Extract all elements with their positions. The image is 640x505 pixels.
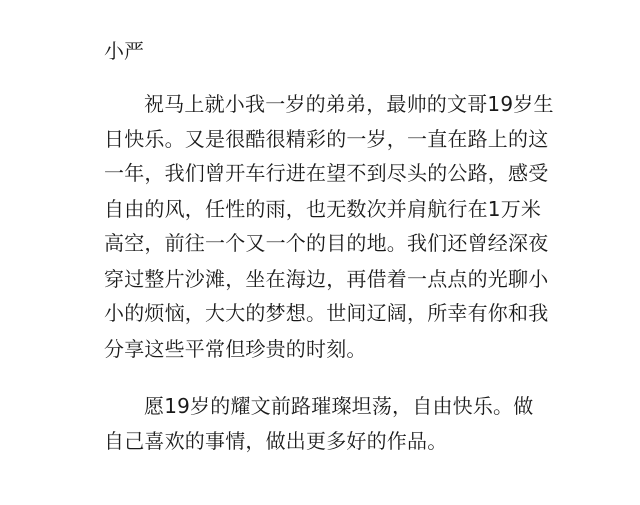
paragraph-line: 自己喜欢的事情，做出更多好的作品。 [104,429,448,453]
paragraph-line: 愿19岁的耀文前路璀璨坦荡，自由快乐。做 [144,394,534,418]
paragraph-line: 穿过整片沙滩，坐在海边，再借着一点点的光聊小 [104,267,549,291]
greeting-heading: 小严 [104,39,144,63]
paragraph-line: 一年，我们曾开车行进在望不到尽头的公路，感受 [104,161,549,185]
paragraph-line: 自由的风，任性的雨，也无数次并肩航行在1万米 [104,197,542,221]
paragraph-line: 高空，前往一个又一个的目的地。我们还曾经深夜 [104,231,549,255]
paragraph-line: 小的烦恼，大大的梦想。世间辽阔，所幸有你和我 [104,301,549,325]
paragraph-line: 分享这些平常但珍贵的时刻。 [104,337,367,361]
paragraph-line: 祝马上就小我一岁的弟弟，最帅的文哥19岁生 [144,92,554,116]
paragraph-line: 日快乐。又是很酷很精彩的一岁，一直在路上的这 [104,127,549,151]
